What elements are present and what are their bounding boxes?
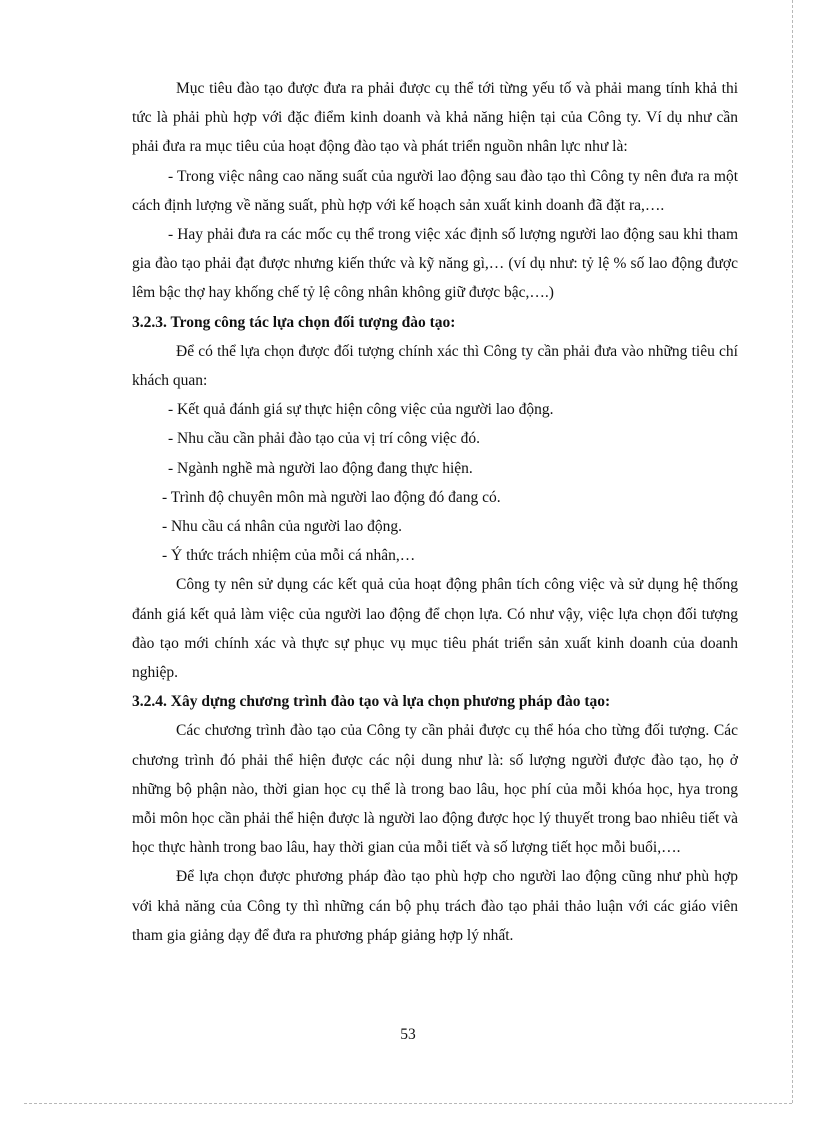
- page-border-right: [792, 0, 793, 1103]
- section-heading-3-2-3: 3.2.3. Trong công tác lựa chọn đối tượng đào tạo:: [132, 313, 456, 331]
- list-item: - Ngành nghề mà người lao động đang thực hiện.: [168, 459, 473, 477]
- paragraph: Mục tiêu đào tạo được đưa ra phải được cụ thể tới từng yếu tố và phải mang tính khả thi tức là phải phù hợp với đặc điểm kinh doanh và khả năng hiện tại của Công ty. Ví dụ như cần phải đưa ra mục tiêu của hoạt động đào tạo và phát triển nguồn nhân lực như là:: [132, 80, 738, 156]
- list-item: - Kết quả đánh giá sự thực hiện công việc của người lao động.: [168, 401, 554, 419]
- list-item: - Trình độ chuyên môn mà người lao động đó đang có.: [162, 488, 501, 506]
- paragraph: Các chương trình đào tạo của Công ty cần phải được cụ thể hóa cho từng đối tượng. Các chương trình đó phải thể hiện được các nội dung như là: số lượng người được đào tạo, họ ở những bộ phận nào, thời gian học cụ thể là trong bao lâu, học phí của mỗi khóa học, hya trong mỗi môn học cần phải thể hiện được là người lao động được học lý thuyết trong bao nhiêu tiết và học thực hành trong bao lâu, hay thời gian của mỗi tiết và số lượng tiết học mỗi buổi,….: [132, 722, 738, 857]
- list-item: - Nhu cầu cá nhân của người lao động.: [162, 518, 402, 536]
- list-item: - Nhu cầu cần phải đào tạo của vị trí công việc đó.: [168, 430, 481, 448]
- paragraph: - Hay phải đưa ra các mốc cụ thể trong việc xác định số lượng người lao động sau khi tham gia đào tạo phải đạt được nhưng kiến thức và kỹ năng gì,… (ví dụ như: tỷ lệ % số lao động được lêm bậc thợ hay khống chế tỷ lệ công nhân không giữ được bậc,….): [132, 226, 738, 302]
- paragraph: - Trong việc nâng cao năng suất của người lao động sau đào tạo thì Công ty nên đưa ra một cách định lượng về năng suất, phù hợp với kế hoạch sản xuất kinh doanh đã đặt ra,….: [132, 167, 738, 214]
- section-heading-3-2-4: 3.2.4. Xây dựng chương trình đào tạo và lựa chọn phương pháp đào tạo:: [132, 693, 611, 711]
- paragraph: Công ty nên sử dụng các kết quả của hoạt động phân tích công việc và sử dụng hệ thống đánh giá kết quả làm việc của người lao động để chọn lựa. Có như vậy, việc lựa chọn đối tượng đào tạo mới chính xác và thực sự phục vụ mục tiêu phát triển sản xuất kinh doanh của doanh nghiệp.: [132, 576, 738, 682]
- paragraph: Để có thể lựa chọn được đối tượng chính xác thì Công ty cần phải đưa vào những tiêu chí khách quan:: [132, 342, 738, 390]
- list-item: - Ý thức trách nhiệm của mỗi cá nhân,…: [162, 547, 416, 565]
- paragraph: Để lựa chọn được phương pháp đào tạo phù hợp cho người lao động cũng như phù hợp với khả năng của Công ty thì những cán bộ phụ trách đào tạo phải thảo luận với các giáo viên tham gia giảng dạy để đưa ra phương pháp giảng hợp lý nhất.: [132, 868, 738, 944]
- document-body: [132, 74, 738, 950]
- page-border-bottom: [24, 1103, 792, 1104]
- page-number: 53: [400, 1026, 416, 1043]
